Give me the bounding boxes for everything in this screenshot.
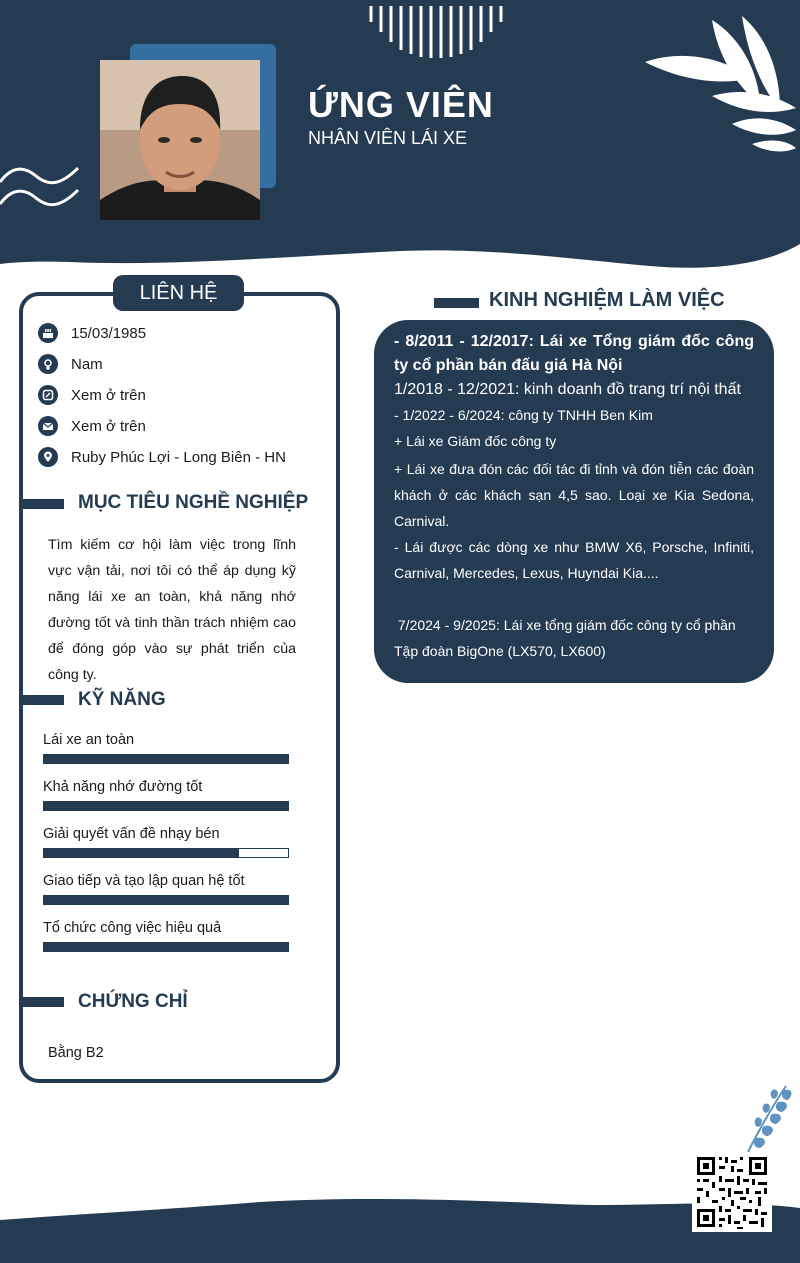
skill-bar-fill xyxy=(44,849,239,857)
contact-phone-text: Xem ở trên xyxy=(71,386,146,404)
objective-section-title: MỤC TIÊU NGHỀ NGHIỆP xyxy=(78,492,309,513)
skills-section-title: KỸ NĂNG xyxy=(78,689,166,710)
contact-gender-text: Nam xyxy=(71,355,103,373)
gender-icon xyxy=(38,354,58,374)
experience-section-bar xyxy=(434,298,479,308)
skill-bar-fill xyxy=(44,802,288,810)
contact-email-text: Xem ở trên xyxy=(71,417,146,435)
objective-section-bar xyxy=(22,499,64,509)
skill-bar-fill xyxy=(44,896,288,904)
experience-entry: 1/2018 - 12/2021: kinh doanh đồ trang trí nội thất xyxy=(394,381,741,398)
footer-banner xyxy=(0,1180,800,1263)
birthday-cake-icon xyxy=(38,323,58,343)
certificate-item: Bằng B2 xyxy=(48,1045,104,1061)
skill-bar xyxy=(43,942,289,952)
contact-address-text: Ruby Phúc Lợi - Long Biên - HN xyxy=(71,448,286,466)
qr-code-graphic xyxy=(692,1152,772,1232)
qr-code xyxy=(692,1152,772,1232)
contact-item-birthday xyxy=(38,322,146,344)
location-pin-icon xyxy=(38,447,58,467)
skill-bar xyxy=(43,895,289,905)
contact-item-gender xyxy=(38,353,103,375)
footer-background xyxy=(0,1180,800,1263)
decorative-branch xyxy=(738,1082,794,1154)
contact-item-email xyxy=(38,415,146,437)
contact-item-phone xyxy=(38,384,146,406)
skill-bar xyxy=(43,754,289,764)
candidate-photo xyxy=(100,60,260,220)
experience-entry: + Lái xe đưa đón các đối tác đi tỉnh và đón tiễn các đoàn khách ở các khách sạn 4,5 sao. Loại xe Kia Sedona, Carnival. xyxy=(394,461,754,529)
skills-section-bar xyxy=(22,695,64,705)
experience-entry: - 1/2022 - 6/2024: công ty TNHH Ben Kim xyxy=(394,407,653,423)
experience-section-title: KINH NGHIỆM LÀM VIỆC xyxy=(489,289,725,311)
email-icon xyxy=(38,416,58,436)
skill-bar xyxy=(43,801,289,811)
skill-bar xyxy=(43,848,289,858)
candidate-job-title: NHÂN VIÊN LÁI XE xyxy=(308,128,468,148)
objective-text: Tìm kiếm cơ hội làm việc trong lĩnh vực vận tải, nơi tôi có thể áp dụng kỹ năng lái xe an toàn, khả năng nhớ đường tốt và tinh thần trách nhiệm cao để đóng góp vào sự phát triển của công ty. xyxy=(48,537,296,683)
skill-bar-fill xyxy=(44,943,288,951)
skill-label: Tổ chức công việc hiệu quả xyxy=(43,920,222,936)
skill-label: Giao tiếp và tạo lập quan hệ tốt xyxy=(43,873,245,889)
candidate-name: ỨNG VIÊN xyxy=(308,84,494,125)
phone-icon xyxy=(38,385,58,405)
experience-entry: - 8/2011 - 12/2017: Lái xe Tổng giám đốc công ty cổ phần bán đấu giá Hà Nội xyxy=(394,333,754,374)
contact-birthday-text: 15/03/1985 xyxy=(71,324,147,342)
experience-panel xyxy=(374,320,774,683)
portrait-illustration xyxy=(100,60,260,220)
skill-label: Khả năng nhớ đường tốt xyxy=(43,779,203,795)
experience-entry: 7/2024 - 9/2025: Lái xe tổng giám đốc công ty cổ phần Tập đoàn BigOne (LX570, LX600) xyxy=(394,617,740,659)
certificates-section-bar xyxy=(22,997,64,1007)
skill-bar-fill xyxy=(44,755,288,763)
skill-label: Lái xe an toàn xyxy=(43,732,135,748)
experience-entry: - Lái được các dòng xe như BMW X6, Porsche, Infiniti, Carnival, Mercedes, Lexus, Huyndai Kia.... xyxy=(394,539,754,581)
contact-section-title: LIÊN HỆ xyxy=(113,275,244,311)
skill-label: Giải quyết vấn đề nhạy bén xyxy=(43,826,220,842)
contact-item-address xyxy=(38,446,286,468)
certificates-section-title: CHỨNG CHỈ xyxy=(78,991,188,1012)
experience-entry: + Lái xe Giám đốc công ty xyxy=(394,433,557,449)
